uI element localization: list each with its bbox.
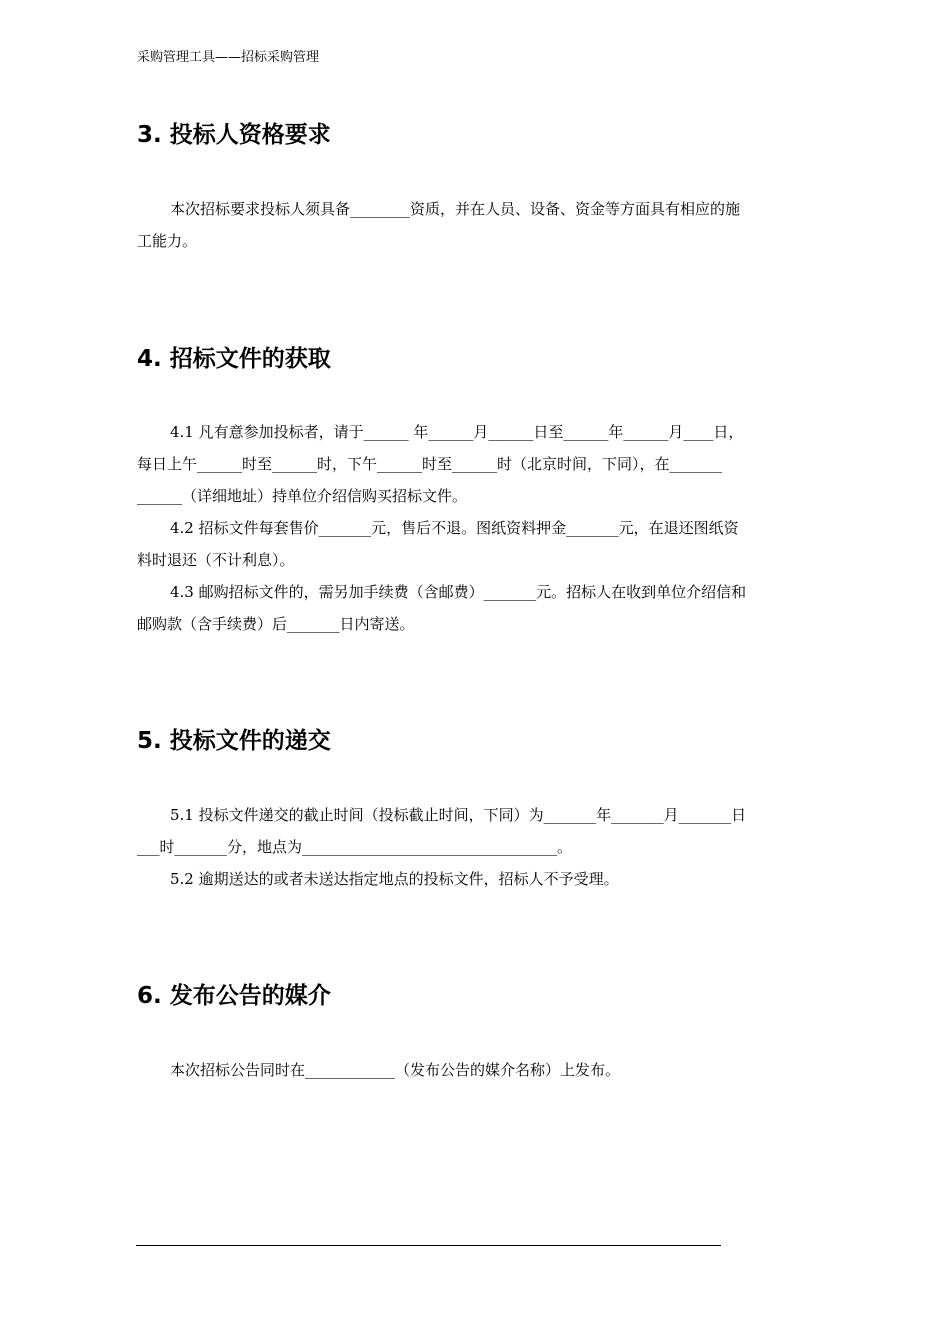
section-3-paragraph-line-1: 本次招标要求投标人须具备________资质，并在人员、设备、资金等方面具有相应的施: [170, 200, 741, 218]
section-4-3-line-2: 邮购款（含手续费）后_______日内寄送。: [137, 615, 415, 633]
section-5-2-line-1: 5.2 逾期送达的或者未送达指定地点的投标文件，招标人不予受理。: [170, 870, 619, 888]
section-5-title: 5. 投标文件的递交: [137, 728, 331, 754]
section-4-1-line-1: 4.1 凡有意参加投标者，请于______ 年______月______日至______年______月____日，: [170, 423, 744, 441]
section-4-title: 4. 招标文件的获取: [137, 346, 331, 372]
section-5-1-line-2: ___时_______分，地点为__________________________________。: [137, 838, 573, 856]
section-4-1-line-3: ______（详细地址）持单位介绍信购买招标文件。: [137, 487, 468, 505]
section-4-1-line-2: 每日上午______时至______时，下午______时至______时（北京时间，下同），在_______: [137, 455, 723, 473]
section-4-2-line-1: 4.2 招标文件每套售价_______元，售后不退。图纸资料押金_______元，在退还图纸资: [170, 519, 739, 537]
section-6-paragraph-line-1: 本次招标公告同时在____________（发布公告的媒介名称）上发布。: [170, 1061, 621, 1079]
page-header: 采购管理工具——招标采购管理: [137, 50, 320, 65]
section-3-paragraph-line-2: 工能力。: [137, 232, 198, 250]
section-4-3-line-1: 4.3 邮购招标文件的，需另加手续费（含邮费）_______元。招标人在收到单位介绍信和: [170, 583, 747, 601]
footer-rule: [136, 1245, 721, 1246]
section-6-title: 6. 发布公告的媒介: [137, 983, 331, 1009]
section-3-title: 3. 投标人资格要求: [137, 122, 331, 148]
section-5-1-line-1: 5.1 投标文件递交的截止时间（投标截止时间，下同）为_______年_______月_______日: [170, 806, 747, 824]
section-4-2-line-2: 料时退还（不计利息）。: [137, 551, 295, 569]
